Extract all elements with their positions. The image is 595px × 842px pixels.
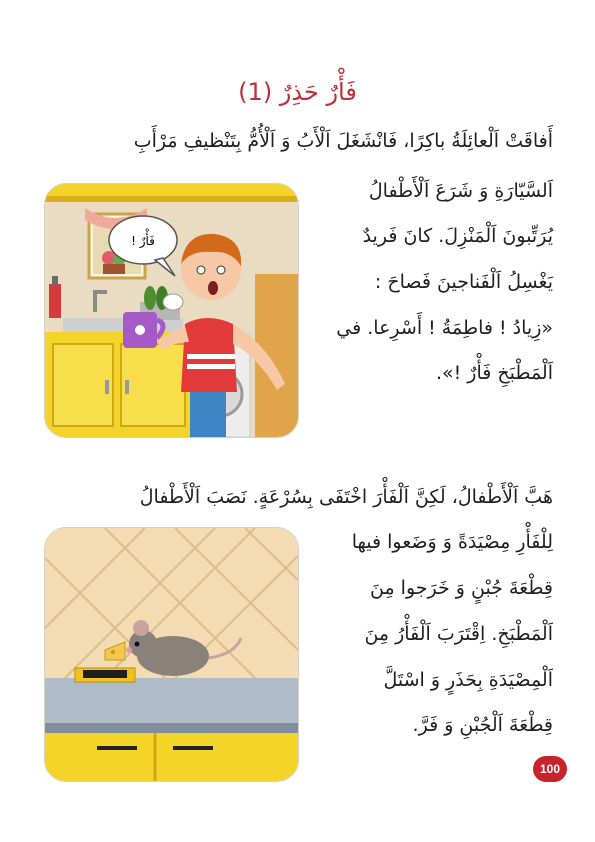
mouse-trap-illustration: [44, 527, 299, 782]
paragraph1-line-1: أَفاقَتْ اَلْعائِلَةُ باكِرًا، فَانْشَغَلَ اَلْأَبُ وَ اَلْأُمُّ بِتَنْظيفِ مَرْأَبِ: [133, 130, 553, 152]
paragraph2-line-2: لِلْفَأْرِ مِصْيَدَةً وَ وَضَعوا فيها: [351, 531, 553, 553]
paragraph1-line-2: اَلسَّيّارَةِ وَ شَرَعَ اَلْأَطْفالُ: [368, 180, 553, 202]
page-title: فَأْرٌ حَذِرٌ (1): [238, 78, 357, 106]
paragraph2-line-6: قِطْعَةَ اَلْجُبْنِ وَ فَرَّ.: [412, 714, 553, 736]
paragraph1-line-5: «زِيادُ ! فاطِمَةُ ! أَسْرِعا. في: [336, 317, 553, 339]
paragraph2-line-3: قِطْعَةَ جُبْنٍ وَ خَرَجوا مِنَ: [369, 577, 553, 599]
paragraph1-line-4: يَغْسِلُ اَلْفَناجينَ فَصاحَ :: [374, 271, 553, 293]
page-number-badge: 100: [533, 756, 567, 782]
speech-bubble-text: فَأْرٌ !: [131, 234, 155, 248]
paragraph2-line-4: اَلْمَطْبَخِ. اِقْتَرَبَ اَلْفَأْرُ مِنَ: [364, 623, 553, 645]
paragraph1-line-3: يُرَتِّبونَ اَلْمَنْزِلَ. كانَ فَريدٌ: [362, 225, 553, 247]
paragraph1-line-6: اَلْمَطْبَخِ فَأْرٌ !».: [435, 362, 553, 384]
paragraph2-line-1: هَبَّ اَلْأَطْفالُ، لَكِنَّ اَلْفَأْرَ اخْتَفَى بِسُرْعَةٍ. نَصَبَ اَلْأَطْفالُ: [139, 486, 553, 508]
kitchen-illustration: [44, 183, 299, 438]
paragraph2-line-5: اَلْمِصْيَدَةِ بِحَذَرٍ وَ اسْتَلَّ: [383, 669, 553, 691]
